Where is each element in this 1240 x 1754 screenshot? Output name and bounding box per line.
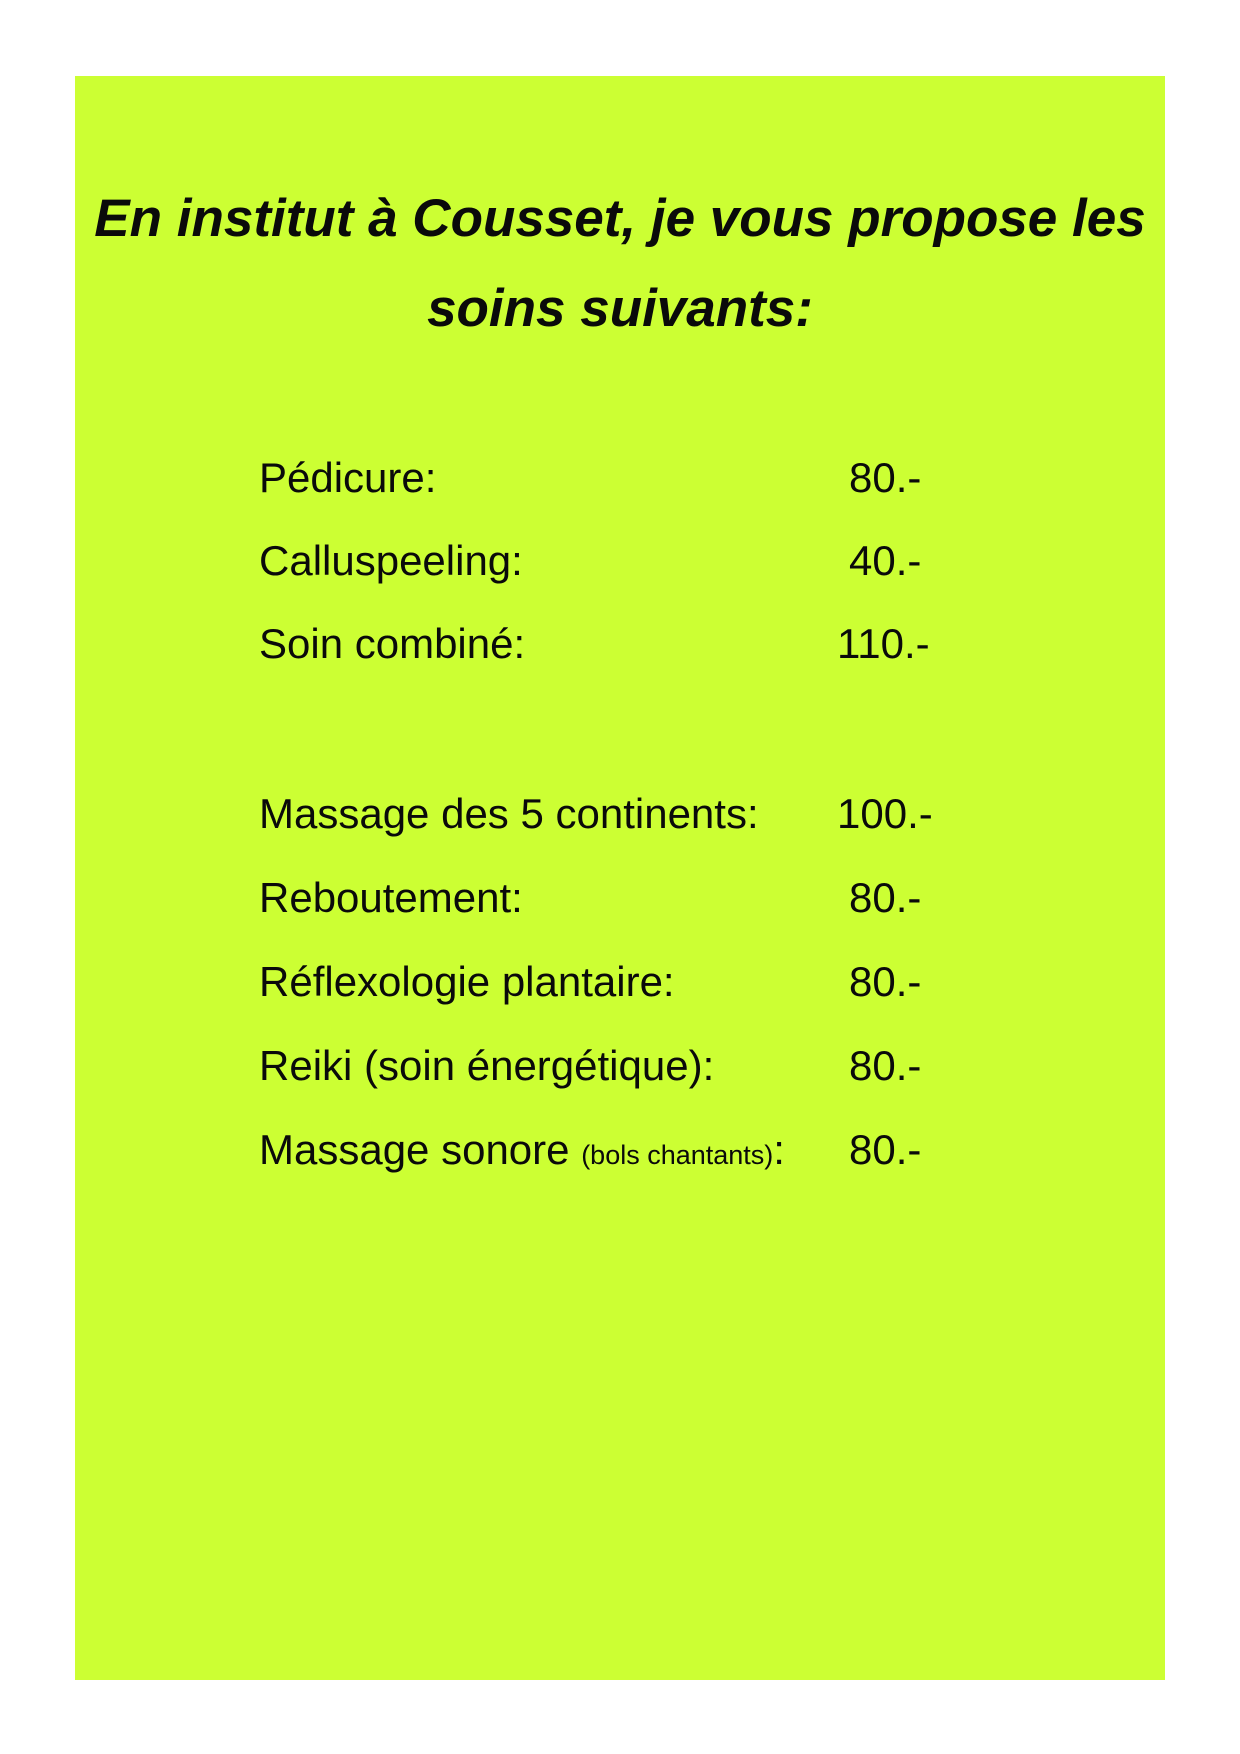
service-price: 80.- — [849, 1042, 922, 1089]
service-label — [259, 1120, 785, 1185]
title-line-1: En institut à Cousset, je vous propose les — [94, 189, 1146, 248]
service-label: Massage des 5 continents: — [259, 790, 759, 837]
list-item-reboutement — [259, 868, 1059, 928]
page-title — [75, 174, 1165, 354]
service-label: Soin combiné: — [259, 620, 526, 667]
service-price: 110.- — [837, 620, 930, 667]
title-line-2: soins suivants: — [427, 279, 813, 338]
list-item-reflexologie — [259, 952, 1059, 1012]
list-item-pedicure — [259, 448, 1059, 508]
service-label: Reiki (soin énergétique): — [259, 1042, 715, 1089]
service-price: 80.- — [849, 958, 922, 1005]
list-item-calluspeeling — [259, 531, 1059, 591]
service-label-main: Massage sonore — [259, 1126, 582, 1173]
list-item-massage-sonore — [259, 1120, 1059, 1180]
price-list-panel — [75, 76, 1165, 1680]
service-label: Réflexologie plantaire: — [259, 958, 675, 1005]
service-label: Reboutement: — [259, 874, 523, 921]
list-item-reiki — [259, 1036, 1059, 1096]
service-price: 40.- — [849, 537, 922, 584]
service-label: Pédicure: — [259, 454, 437, 501]
service-label: Calluspeeling: — [259, 537, 523, 584]
list-item-massage-5-continents — [259, 784, 1059, 844]
service-price: 80.- — [849, 1126, 922, 1173]
service-price: 80.- — [849, 874, 922, 921]
service-label-suffix: : — [773, 1126, 785, 1173]
service-price: 100.- — [837, 790, 933, 837]
service-label-note: (bols chantants) — [581, 1140, 774, 1170]
service-price: 80.- — [849, 454, 922, 501]
list-item-soin-combine — [259, 614, 1059, 674]
